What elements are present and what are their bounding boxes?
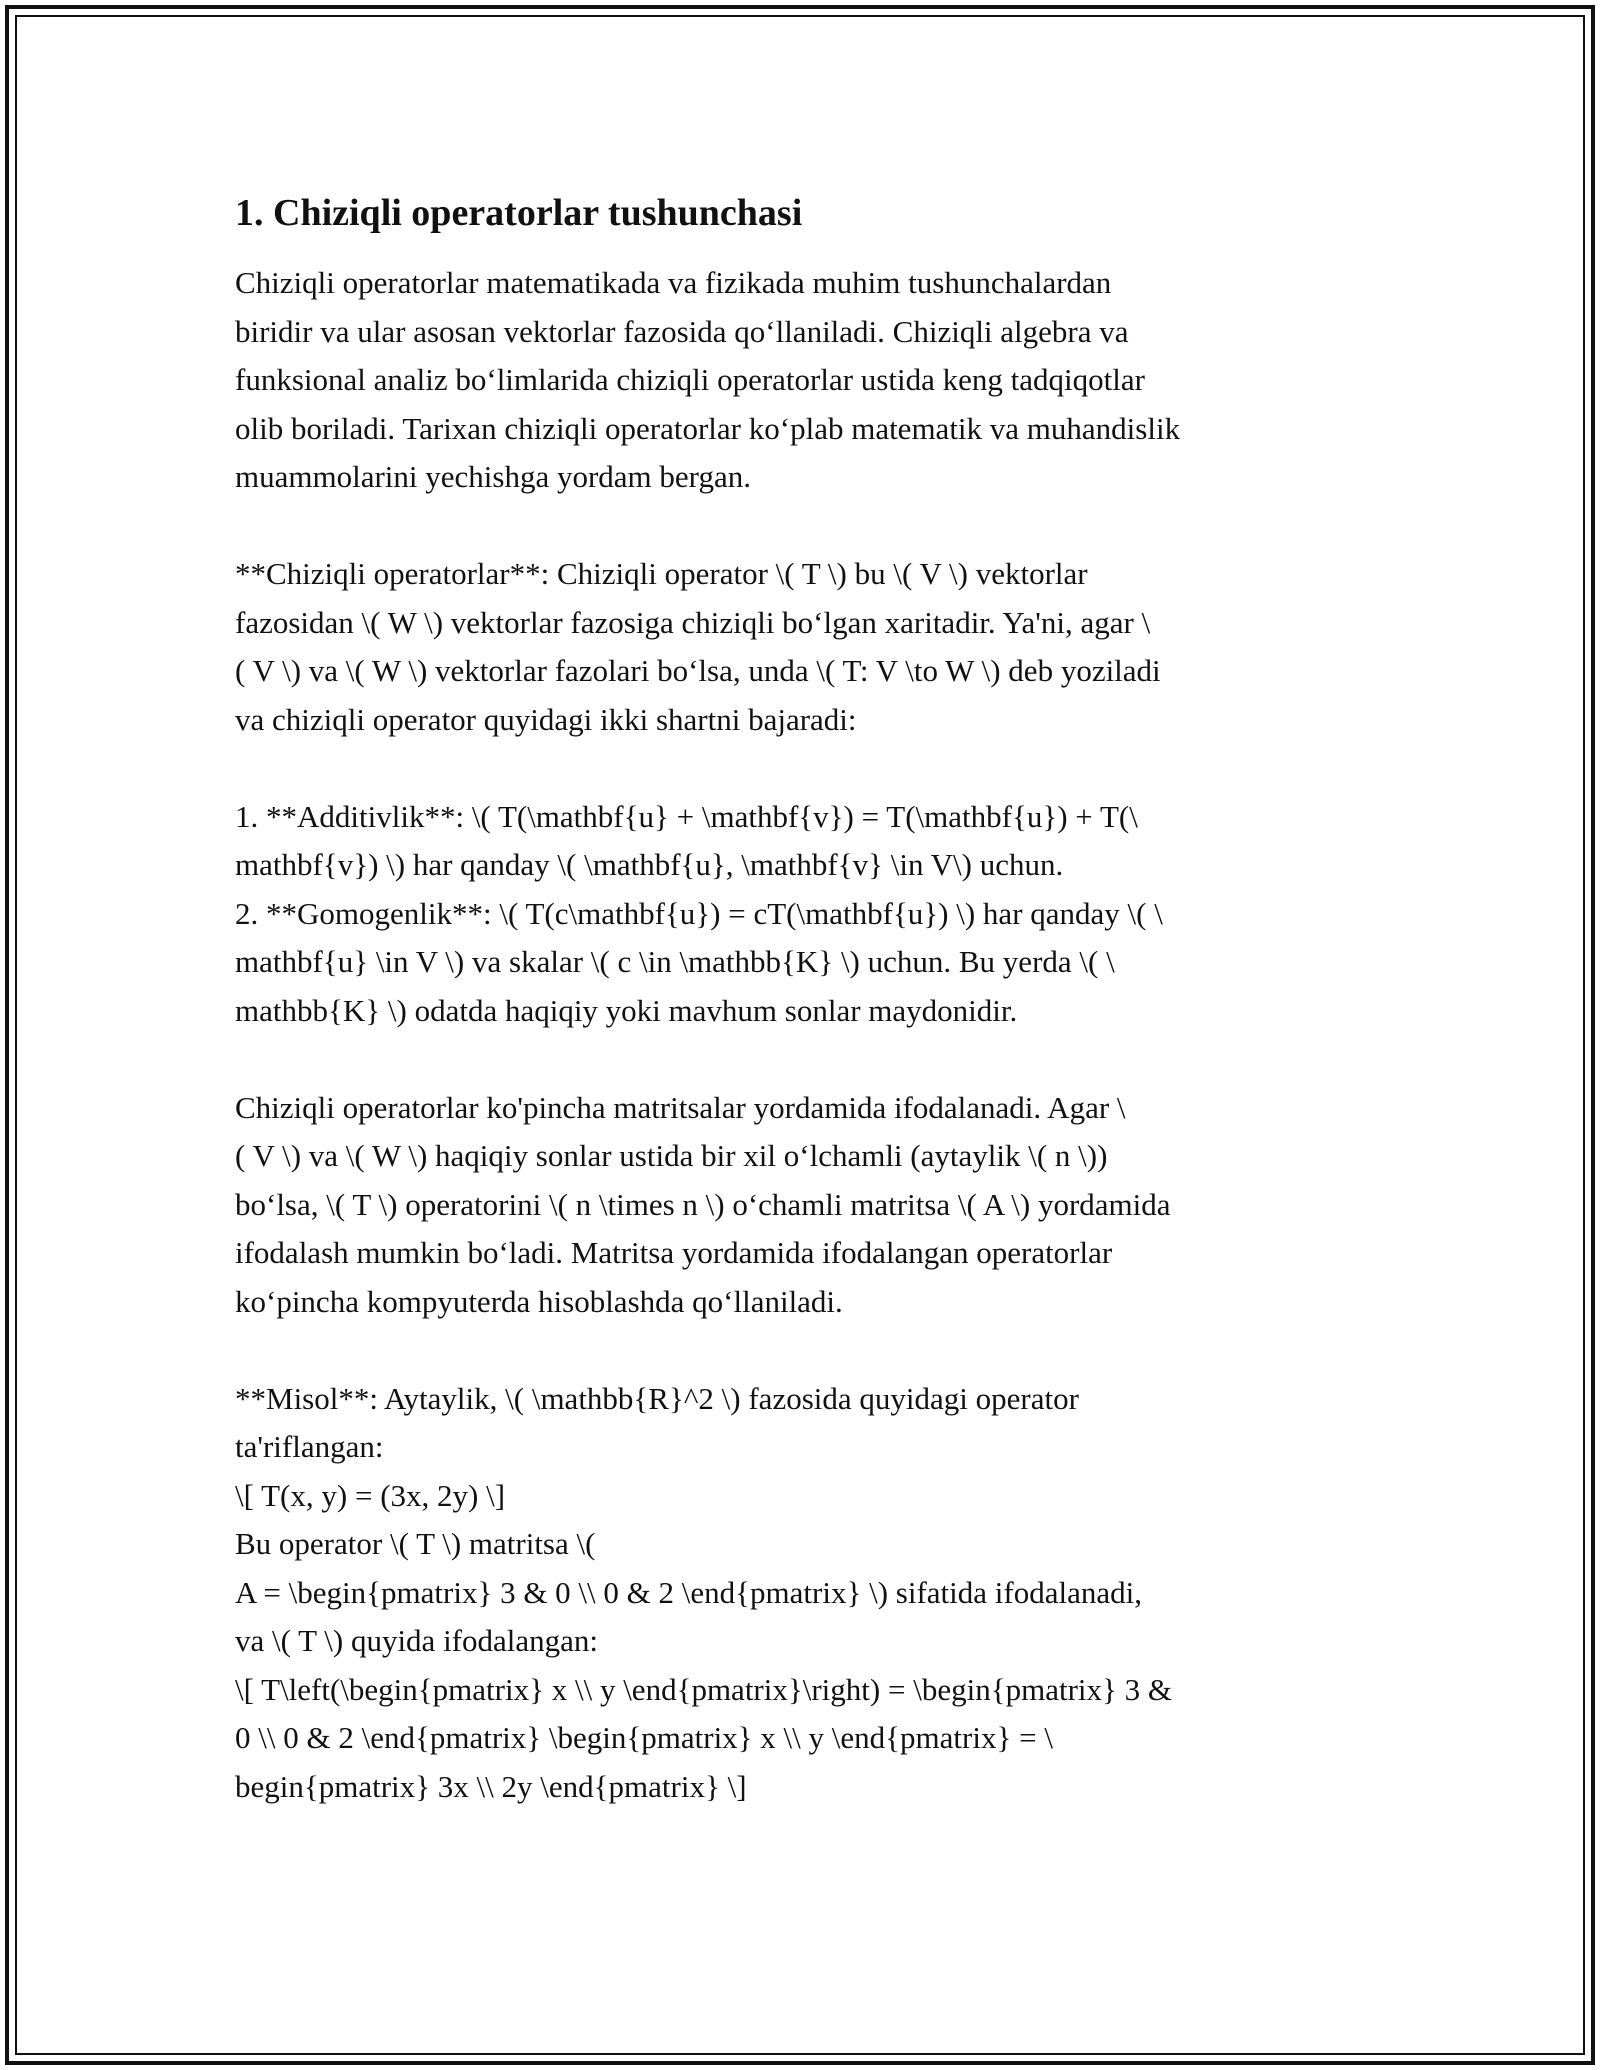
section-title: 1. Chiziqli operatorlar tushunchasi [235,192,803,234]
text-line: **Chiziqli operatorlar**: Chiziqli operator \( T \) bu \( V \) vektorlar [235,556,1088,591]
text-line: Chiziqli operatorlar ko'pincha matritsalar yordamida ifodalanadi. Agar \ [235,1089,1126,1125]
paragraph-definition [235,550,1365,744]
document-body [235,185,1365,1811]
text-line: Bu operator \( T \) matritsa \( [235,1526,596,1561]
text-line: funksional analiz bo‘limlarida chiziqli operatorlar ustida keng tadqiqotlar [235,362,1145,397]
paragraph-spacer [235,744,1365,793]
text-line: ko‘pincha kompyuterda hisoblashda qo‘llaniladi. [235,1283,843,1319]
text-line: mathbf{u} \in V \) va skalar \( c \in \mathbb{K} \) uchun. Bu yerda \( \ [235,944,1115,979]
text-line: mathbb{K} \) odatda haqiqiy yoki mavhum sonlar maydonidir. [235,992,1018,1028]
text-line: olib boriladi. Tarixan chiziqli operatorlar ko‘plab matematik va muhandislik [235,410,1181,446]
text-line: va chiziqli operator quyidagi ikki shartni bajaradi: [235,701,857,737]
text-line: fazosidan \( W \) vektorlar fazosiga chiziqli bo‘lgan xaritadir. Ya'ni, agar \ [235,604,1151,640]
paragraph-example [235,1375,1365,1812]
paragraph-spacer [235,1326,1365,1375]
text-line: biridir va ular asosan vektorlar fazosida qo‘llaniladi. Chiziqli algebra va [235,313,1129,349]
text-line: ta'riflangan: [235,1429,384,1464]
text-line: **Misol**: Aytaylik, \( \mathbb{R}^2 \) fazosida quyidagi operator [235,1380,1079,1416]
text-line: muammolarini yechishga yordam bergan. [235,459,751,494]
text-line: ( V \) va \( W \) haqiqiy sonlar ustida bir xil o‘lchamli (aytaylik \( n \)) [235,1138,1108,1173]
text-line: ( V \) va \( W \) vektorlar fazolari bo‘lsa, unda \( T: V \to W \) deb yoziladi [235,653,1161,688]
text-line: ifodalash mumkin bo‘ladi. Matritsa yordamida ifodalangan operatorlar [235,1235,1113,1270]
text-line: 2. **Gomogenlik**: \( T(c\mathbf{u}) = cT(\mathbf{u}) \) har qanday \( \ [235,895,1163,931]
paragraph-spacer [235,502,1365,551]
text-line: va \( T \) quyida ifodalangan: [235,1623,599,1658]
paragraph-properties [235,793,1365,1036]
text-line: A = \begin{pmatrix} 3 & 0 \\ 0 & 2 \end{pmatrix} \) sifatida ifodalanadi, [235,1574,1142,1610]
paragraph-intro [235,259,1365,502]
text-line: bo‘lsa, \( T \) operatorini \( n \times n \) o‘chamli matritsa \( A \) yordamida [235,1186,1171,1222]
text-line: \[ T(x, y) = (3x, 2y) \] [235,1477,506,1513]
text-line: \[ T\left(\begin{pmatrix} x \\ y \end{pmatrix}\right) = \begin{pmatrix} 3 & [235,1671,1172,1707]
paragraph-matrices [235,1084,1365,1327]
text-line: begin{pmatrix} 3x \\ 2y \end{pmatrix} \] [235,1768,747,1804]
text-line: mathbf{v}) \) har qanday \( \mathbf{u}, \mathbf{v} \in V\) uchun. [235,847,1064,882]
text-line: Chiziqli operatorlar matematikada va fizikada muhim tushunchalardan [235,265,1112,300]
text-line: 0 \\ 0 & 2 \end{pmatrix} \begin{pmatrix} x \\ y \end{pmatrix} = \ [235,1720,1053,1755]
text-line: 1. **Additivlik**: \( T(\mathbf{u} + \mathbf{v}) = T(\mathbf{u}) + T(\ [235,798,1138,834]
paragraph-spacer [235,1035,1365,1084]
